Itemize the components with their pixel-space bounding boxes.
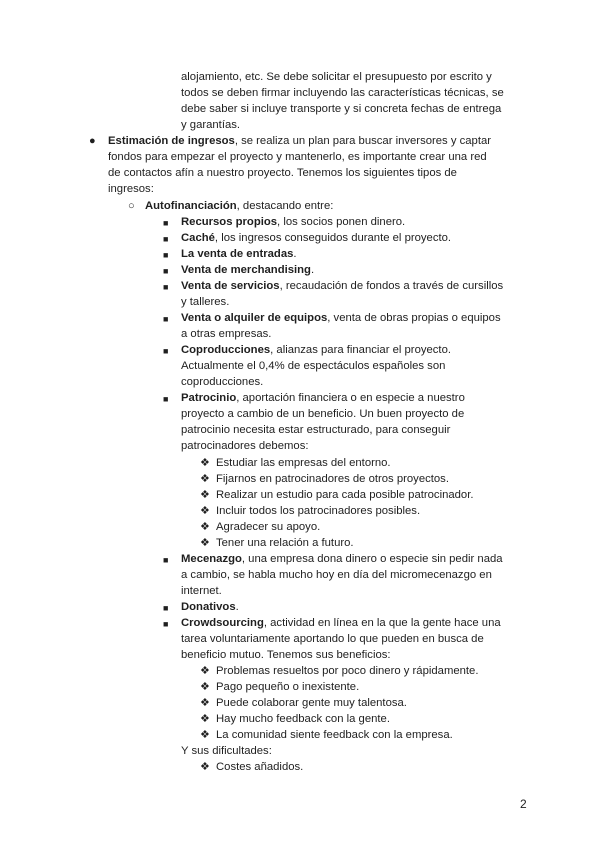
list-item-mecenazgo — [181, 552, 503, 568]
list-item-patrocinio-step: Realizar un estudio para cada posible patrocinador. — [216, 489, 474, 501]
text-line: internet. — [181, 585, 222, 597]
term-bold: Venta de servicios — [181, 280, 280, 292]
bullet-diamond: ❖ — [200, 665, 210, 677]
item-text: , venta de obras propias o equipos — [327, 312, 501, 324]
bullet-filled-square: ■ — [163, 603, 169, 613]
text-line: fondos para empezar el proyecto y mantenerlo, es importante crear una red — [108, 151, 487, 163]
list-item-beneficio: La comunidad siente feedback con la empresa. — [216, 729, 453, 741]
text-line: a otras empresas. — [181, 328, 272, 340]
text-line: alojamiento, etc. Se debe solicitar el presupuesto por escrito y — [181, 71, 492, 83]
term-bold: Patrocinio — [181, 392, 237, 404]
term-bold: La venta de entradas — [181, 248, 294, 260]
list-item-beneficio: Pago pequeño o inexistente. — [216, 681, 360, 693]
list-item-equipos — [181, 311, 501, 327]
list-item-servicios — [181, 279, 503, 295]
bullet-filled-square: ■ — [163, 234, 169, 244]
text-line: coproducciones. — [181, 376, 264, 388]
text-line: beneficio mutuo. Tenemos sus beneficios: — [181, 649, 391, 661]
item-text: , destacando entre: — [236, 200, 334, 212]
item-text: . — [310, 264, 315, 276]
page-number: 2 — [520, 797, 527, 811]
item-text: , se realiza un plan para buscar inversores y captar — [234, 135, 492, 147]
bullet-diamond: ❖ — [200, 457, 210, 469]
term-bold: Mecenazgo — [181, 553, 242, 565]
item-text: , una empresa dona dinero o especie sin pedir nada — [241, 553, 503, 565]
list-item-crowdsourcing — [181, 616, 501, 632]
bullet-filled-square: ■ — [163, 218, 169, 228]
list-item-recursos — [181, 215, 405, 231]
list-item-patrocinio-step: Tener una relación a futuro. — [216, 537, 354, 549]
text-line: patrocinadores debemos: — [181, 440, 309, 452]
list-item-entradas — [181, 247, 297, 263]
bullet-filled-square: ■ — [163, 555, 169, 565]
list-item-estimacion — [108, 134, 491, 150]
list-item-beneficio: Puede colaborar gente muy talentosa. — [216, 697, 407, 709]
list-item-merchandising — [181, 263, 314, 279]
term-bold: Caché — [181, 232, 215, 244]
bullet-filled-square: ■ — [163, 346, 169, 356]
bullet-diamond: ❖ — [200, 489, 210, 501]
list-item-autofinanciacion — [145, 199, 333, 215]
list-item-donativos — [181, 600, 239, 616]
bullet-diamond: ❖ — [200, 761, 210, 773]
text-line: tarea voluntariamente aportando lo que pueden en busca de — [181, 633, 484, 645]
bullet-filled-square: ■ — [163, 266, 169, 276]
item-text: , los socios ponen dinero. — [277, 216, 406, 228]
item-text: , aportación financiera o en especie a nuestro — [236, 392, 465, 404]
list-item-dificultad: Costes añadidos. — [216, 761, 304, 773]
bullet-filled-circle: ● — [89, 135, 96, 147]
item-text: , alianzas para financiar el proyecto. — [270, 344, 451, 356]
text-line: a cambio, se habla mucho hoy en día del micromecenazgo en — [181, 569, 492, 581]
list-item-patrocinio — [181, 391, 465, 407]
text-line: proyecto a cambio de un beneficio. Un buen proyecto de — [181, 408, 465, 420]
list-item-patrocinio-step: Agradecer su apoyo. — [216, 521, 321, 533]
bullet-diamond: ❖ — [200, 521, 210, 533]
text-line: de contactos afín a nuestro proyecto. Tenemos los siguientes tipos de — [108, 167, 457, 179]
bullet-diamond: ❖ — [200, 713, 210, 725]
text-line: y garantías. — [181, 119, 241, 131]
term-bold: Venta de merchandising — [181, 264, 311, 276]
item-text: , actividad en línea en la que la gente hace una — [263, 617, 501, 629]
bullet-hollow-circle: ○ — [128, 200, 135, 212]
list-item-patrocinio-step: Incluir todos los patrocinadores posibles. — [216, 505, 421, 517]
item-text: . — [293, 248, 297, 260]
list-item-beneficio: Problemas resueltos por poco dinero y rápidamente. — [216, 665, 479, 677]
text-line: debe saber si incluye transporte y si concreta fechas de entrega — [181, 103, 502, 115]
item-text: , recaudación de fondos a través de cursillos — [279, 280, 504, 292]
term-bold: Venta o alquiler de equipos — [181, 312, 328, 324]
term-bold: Estimación de ingresos — [108, 135, 235, 147]
bullet-filled-square: ■ — [163, 282, 169, 292]
bullet-diamond: ❖ — [200, 697, 210, 709]
text-line: Actualmente el 0,4% de espectáculos españoles son — [181, 360, 446, 372]
term-bold: Autofinanciación — [145, 200, 237, 212]
text-line-dificultades: Y sus dificultades: — [181, 745, 272, 757]
term-bold: Crowdsourcing — [181, 617, 264, 629]
term-bold: Coproducciones — [181, 344, 271, 356]
bullet-diamond: ❖ — [200, 473, 210, 485]
list-item-patrocinio-step: Estudiar las empresas del entorno. — [216, 457, 391, 469]
bullet-filled-square: ■ — [163, 250, 169, 260]
bullet-filled-square: ■ — [163, 394, 169, 404]
list-item-coproducciones — [181, 343, 451, 359]
bullet-diamond: ❖ — [200, 537, 210, 549]
text-line: patrocinio necesita estar estructurado, para conseguir — [181, 424, 451, 436]
bullet-diamond: ❖ — [200, 505, 210, 517]
bullet-diamond: ❖ — [200, 729, 210, 741]
list-item-cache — [181, 231, 451, 247]
item-text: . — [235, 601, 239, 613]
bullet-filled-square: ■ — [163, 619, 169, 629]
bullet-filled-square: ■ — [163, 314, 169, 324]
item-text: , los ingresos conseguidos durante el proyecto. — [214, 232, 452, 244]
list-item-beneficio: Hay mucho feedback con la gente. — [216, 713, 390, 725]
text-line: ingresos: — [108, 183, 154, 195]
bullet-diamond: ❖ — [200, 681, 210, 693]
term-bold: Recursos propios — [181, 216, 278, 228]
term-bold: Donativos — [181, 601, 236, 613]
list-item-patrocinio-step: Fijarnos en patrocinadores de otros proyectos. — [216, 473, 449, 485]
text-line: todos se deben firmar incluyendo las características técnicas, se — [181, 87, 504, 99]
text-line: y talleres. — [181, 296, 230, 308]
